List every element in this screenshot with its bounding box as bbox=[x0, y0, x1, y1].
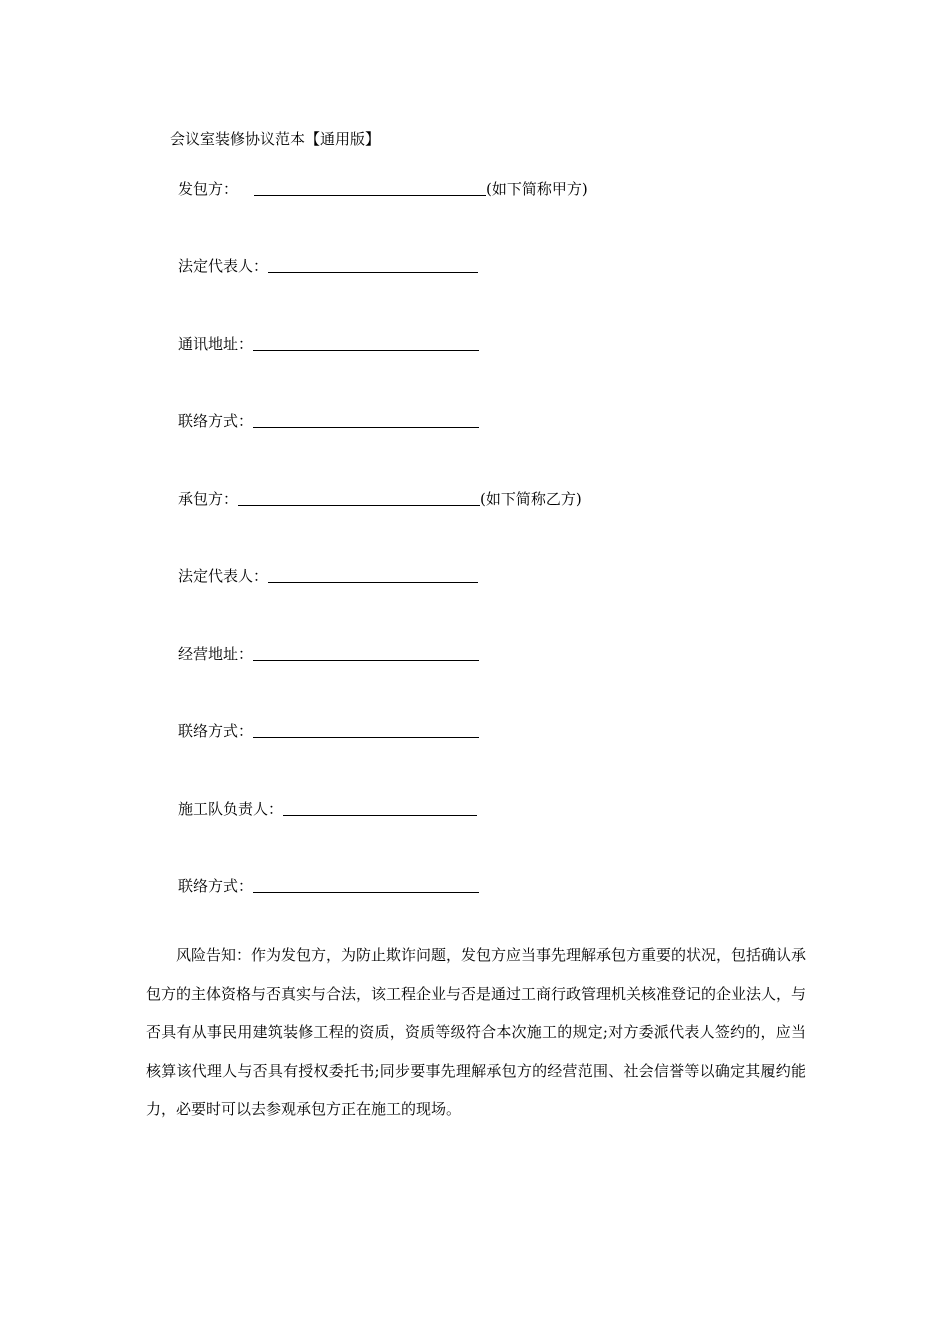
field-label: 承包方： bbox=[178, 490, 239, 508]
fill-in-blank[interactable] bbox=[253, 644, 479, 661]
field-label: 联络方式： bbox=[178, 722, 254, 740]
field-construction-lead bbox=[178, 798, 477, 820]
field-contact-b bbox=[178, 720, 479, 742]
fill-in-blank[interactable] bbox=[254, 179, 486, 196]
field-label: 法定代表人： bbox=[178, 567, 269, 585]
field-label: 联络方式： bbox=[178, 877, 254, 895]
document-title: 会议室装修协议范本【通用版】 bbox=[170, 130, 381, 148]
field-label: 法定代表人： bbox=[178, 257, 269, 275]
field-contact-a bbox=[178, 410, 479, 432]
field-suffix: (如下简称甲方) bbox=[486, 180, 588, 198]
field-mailing-address bbox=[178, 333, 479, 355]
fill-in-blank[interactable] bbox=[253, 334, 479, 351]
field-label: 通讯地址： bbox=[178, 335, 254, 353]
field-contractor bbox=[178, 488, 582, 510]
fill-in-blank[interactable] bbox=[253, 411, 479, 428]
fill-in-blank[interactable] bbox=[253, 876, 479, 893]
field-label: 施工队负责人： bbox=[178, 800, 284, 818]
field-contact-c bbox=[178, 875, 479, 897]
fill-in-blank[interactable] bbox=[283, 799, 477, 816]
fill-in-blank[interactable] bbox=[268, 566, 478, 583]
risk-notice-paragraph: 风险告知：作为发包方，为防止欺诈问题，发包方应当事先理解承包方重要的状况，包括确认承包方的主体资格与否真实与合法，该工程企业与否是通过工商行政管理机关核准登记的企业法人，与否具有从事民用建筑装修工程的资质，资质等级符合本次施工的规定;对方委派代表人签约的，应当核算该代理人与否具有授权委托书;同步要事先理解承包方的经营范围、社会信誉等以确定其履约能力，必要时可以去参观承包方正在施工的现场。 bbox=[146, 946, 807, 1119]
fill-in-blank[interactable] bbox=[268, 256, 478, 273]
field-business-address bbox=[178, 643, 479, 665]
field-suffix: (如下简称乙方) bbox=[480, 490, 582, 508]
fill-in-blank[interactable] bbox=[238, 489, 480, 506]
field-label: 联络方式： bbox=[178, 412, 254, 430]
field-label: 发包方： bbox=[178, 180, 239, 198]
field-contractee bbox=[178, 178, 588, 200]
field-legal-representative-a bbox=[178, 255, 478, 277]
field-label: 经营地址： bbox=[178, 645, 254, 663]
field-legal-representative-b bbox=[178, 565, 478, 587]
fill-in-blank[interactable] bbox=[253, 721, 479, 738]
